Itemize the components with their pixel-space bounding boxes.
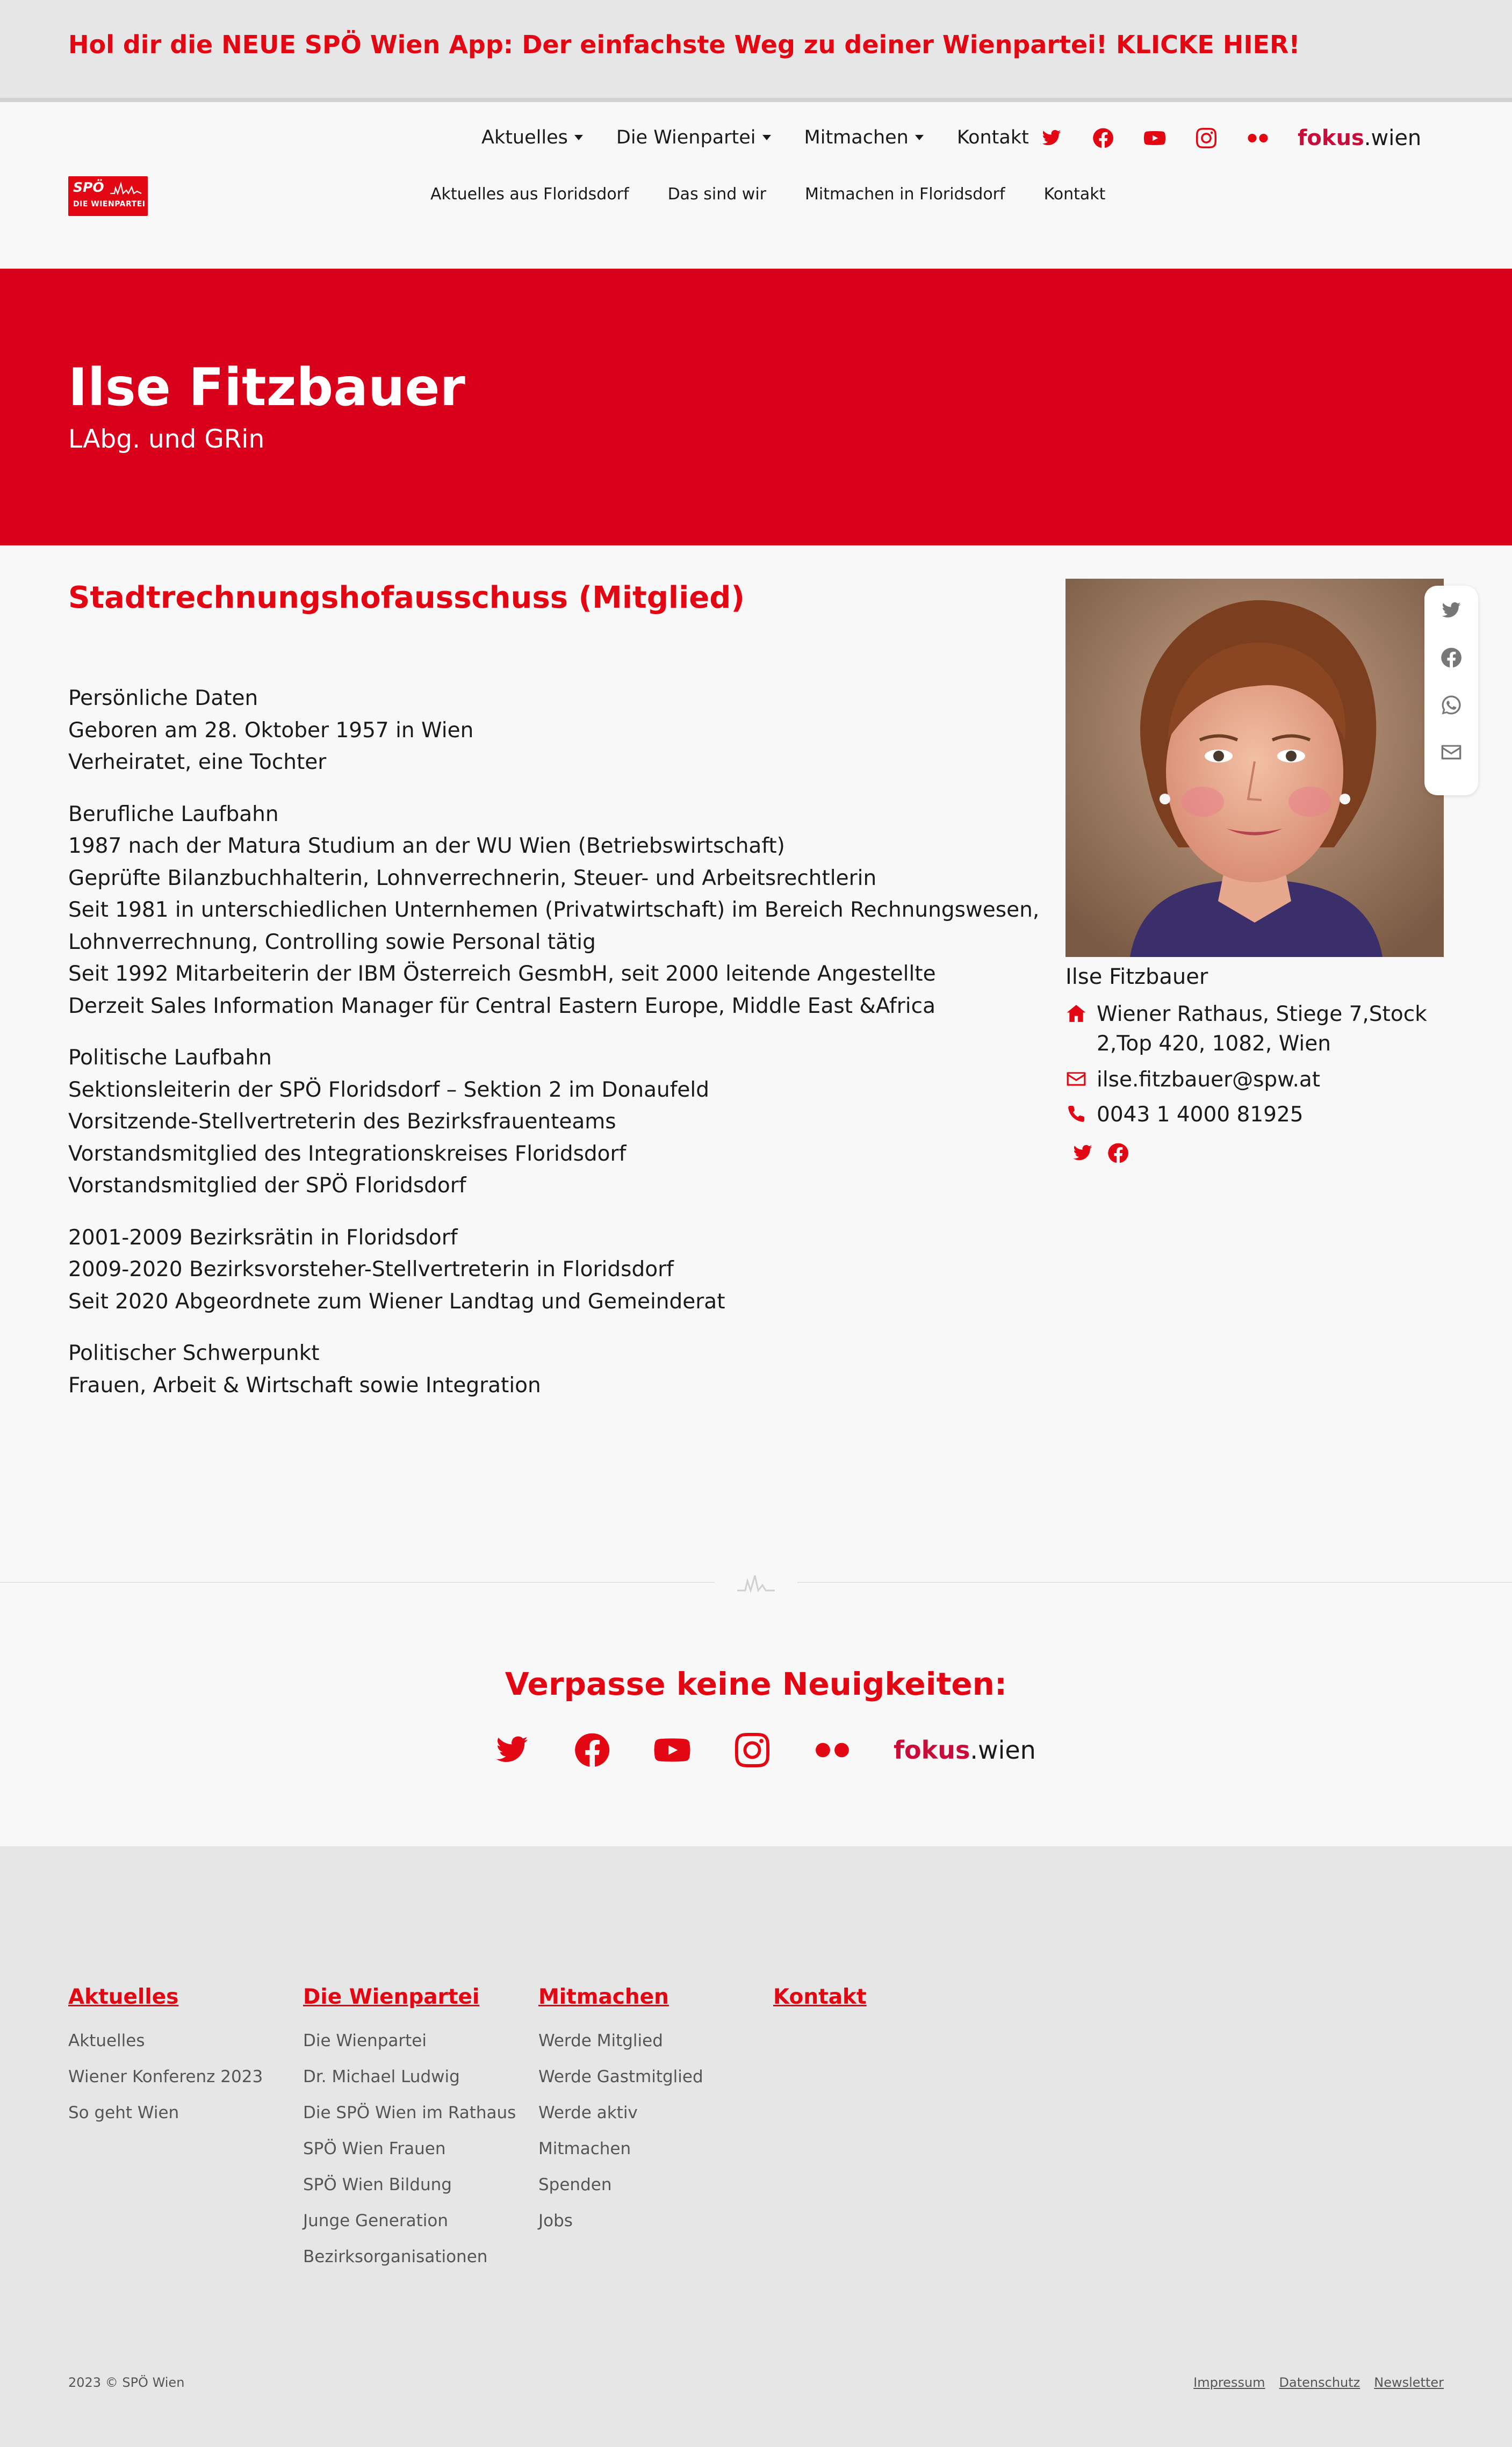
committee-heading: Stadtrechnungshofausschuss (Mitglied) xyxy=(68,580,745,615)
nav-label: Aktuelles xyxy=(481,127,568,148)
nav-label: Kontakt xyxy=(956,127,1029,148)
footer-heading[interactable]: Aktuelles xyxy=(68,1985,179,2009)
nav-die-wienpartei[interactable] xyxy=(616,127,771,148)
spo-wien-logo[interactable] xyxy=(68,176,148,216)
site-footer xyxy=(0,1846,1512,2447)
bio-focus xyxy=(68,1337,1035,1401)
header-social-links xyxy=(1040,126,1421,150)
subnav-aktuelles-floridsdorf[interactable]: Aktuelles aus Floridsdorf xyxy=(430,185,629,204)
fokus-brand: fokus xyxy=(894,1736,970,1765)
nav-kontakt[interactable] xyxy=(957,127,1029,148)
newsletter-link[interactable]: Newsletter xyxy=(1374,2375,1444,2390)
subnav-das-sind-wir[interactable]: Das sind wir xyxy=(667,185,766,204)
caret-down-icon xyxy=(915,135,924,140)
copyright: 2023 © SPÖ Wien xyxy=(68,2375,185,2390)
footer-heading[interactable]: Mitmachen xyxy=(538,1985,669,2009)
bio-line: Sektionsleiterin der SPÖ Floridsdorf – Sektion 2 im Donaufeld xyxy=(68,1077,710,1102)
contact-phone xyxy=(1065,1100,1304,1129)
profile-role: LAbg. und GRin xyxy=(68,424,265,454)
main-navigation xyxy=(481,127,1062,148)
bio-heading: Politische Laufbahn xyxy=(68,1046,272,1070)
profile-portrait xyxy=(1065,579,1444,957)
bio-personal xyxy=(68,682,1035,779)
footer-heading[interactable]: Die Wienpartei xyxy=(303,1985,480,2009)
nav-mitmachen[interactable] xyxy=(804,127,924,148)
nav-label: Die Wienpartei xyxy=(616,127,756,148)
footer-link[interactable]: SPÖ Wien Frauen xyxy=(303,2139,446,2158)
footer-link[interactable]: Bezirksorganisationen xyxy=(303,2247,488,2266)
facebook-icon[interactable] xyxy=(573,1731,611,1769)
facebook-icon[interactable] xyxy=(1106,1141,1130,1165)
footer-link[interactable]: Die SPÖ Wien im Rathaus xyxy=(303,2103,516,2122)
footer-link[interactable]: Werde Gastmitglied xyxy=(538,2067,703,2086)
footer-column-kontakt xyxy=(773,1985,999,2023)
bio-line: Derzeit Sales Information Manager für Central Eastern Europe, Middle East &Africa xyxy=(68,994,935,1018)
bio-heading: Persönliche Daten xyxy=(68,686,258,710)
youtube-icon[interactable] xyxy=(1143,126,1167,150)
bio-line: 2001-2009 Bezirksrätin in Floridsdorf xyxy=(68,1225,458,1250)
footer-link[interactable]: Werde Mitglied xyxy=(538,2031,663,2050)
subnav-mitmachen-floridsdorf[interactable]: Mitmachen in Floridsdorf xyxy=(805,185,1005,204)
footer-link[interactable]: Mitmachen xyxy=(538,2139,631,2158)
instagram-icon[interactable] xyxy=(733,1731,771,1769)
footer-link[interactable]: SPÖ Wien Bildung xyxy=(303,2175,452,2194)
footer-link[interactable]: Jobs xyxy=(538,2211,573,2230)
fokus-wien-link[interactable] xyxy=(1298,126,1421,150)
footer-link[interactable]: So geht Wien xyxy=(68,2103,179,2122)
fokus-wien-link[interactable] xyxy=(894,1736,1036,1765)
page-title: Ilse Fitzbauer xyxy=(68,357,465,418)
home-icon xyxy=(1065,1003,1087,1024)
instagram-icon[interactable] xyxy=(1194,126,1218,150)
email-link[interactable]: ilse.fitzbauer@spw.at xyxy=(1097,1068,1321,1092)
bio-line: Vorstandsmitglied der SPÖ Floridsdorf xyxy=(68,1174,466,1198)
whatsapp-icon[interactable] xyxy=(1439,693,1463,717)
footer-column-wienpartei xyxy=(303,1985,529,2275)
footer-link[interactable]: Junge Generation xyxy=(303,2211,448,2230)
contact-social-links xyxy=(1071,1141,1142,1165)
fokus-brand: fokus xyxy=(1298,126,1364,150)
footer-column-mitmachen xyxy=(538,1985,764,2239)
bio-line: 1987 nach der Matura Studium an der WU Wien (Betriebswirtschaft) xyxy=(68,834,785,858)
footer-column-aktuelles xyxy=(68,1985,294,2131)
footer-link[interactable]: Spenden xyxy=(538,2175,612,2194)
app-download-link[interactable]: Hol dir die NEUE SPÖ Wien App: Der einfachste Weg zu deiner Wienpartei! KLICKE HIER! xyxy=(68,30,1300,59)
mail-icon xyxy=(1065,1068,1087,1090)
flickr-icon[interactable] xyxy=(813,1731,851,1769)
city-skyline-icon xyxy=(109,181,142,197)
bio-line: Vorstandsmitglied des Integrationskreises Floridsdorf xyxy=(68,1141,627,1166)
contact-address xyxy=(1065,999,1427,1059)
footer-link[interactable]: Die Wienpartei xyxy=(303,2031,427,2050)
footer-link[interactable]: Aktuelles xyxy=(68,2031,145,2050)
address-text: Wiener Rathaus, Stiege 7,Stock 2,Top 420, 1082, Wien xyxy=(1097,1002,1427,1056)
bio-line: Seit 2020 Abgeordnete zum Wiener Landtag und Gemeinderat xyxy=(68,1289,725,1314)
bio-offices xyxy=(68,1222,1035,1318)
nav-label: Mitmachen xyxy=(804,127,909,148)
legal-links xyxy=(1179,2375,1444,2390)
facebook-icon[interactable] xyxy=(1439,646,1463,670)
flickr-icon[interactable] xyxy=(1246,126,1270,150)
mail-icon[interactable] xyxy=(1439,740,1463,764)
datenschutz-link[interactable]: Datenschutz xyxy=(1279,2375,1360,2390)
biography xyxy=(68,682,1040,1421)
logo-wordmark: SPÖ xyxy=(73,179,104,195)
nav-aktuelles[interactable] xyxy=(481,127,583,148)
bio-line: Geprüfte Bilanzbuchhalterin, Lohnverrechnerin, Steuer- und Arbeitsrechtlerin xyxy=(68,866,877,890)
site-header xyxy=(0,106,1512,269)
subnav-kontakt[interactable]: Kontakt xyxy=(1043,185,1106,204)
footer-link[interactable]: Werde aktiv xyxy=(538,2103,638,2122)
logo-tagline: DIE WIENPARTEI xyxy=(73,200,146,208)
app-announcement-banner xyxy=(0,0,1512,102)
bio-line: Seit 1992 Mitarbeiterin der IBM Österreich GesmbH, seit 2000 leitende Angestellte xyxy=(68,962,936,986)
bio-line: Frauen, Arbeit & Wirtschaft sowie Integration xyxy=(68,1373,541,1398)
footer-link[interactable]: Dr. Michael Ludwig xyxy=(303,2067,460,2086)
bio-line: Verheiratet, eine Tochter xyxy=(68,750,327,774)
twitter-icon[interactable] xyxy=(1040,126,1063,150)
caret-down-icon xyxy=(574,135,583,140)
twitter-icon[interactable] xyxy=(493,1731,531,1769)
twitter-icon[interactable] xyxy=(1439,599,1463,622)
share-bar xyxy=(1424,586,1478,795)
facebook-icon[interactable] xyxy=(1091,126,1115,150)
bio-line: Lohnverrechnung, Controlling sowie Personal tätig xyxy=(68,930,596,954)
district-navigation xyxy=(430,185,1144,204)
bio-career xyxy=(68,798,1040,1023)
bio-heading: Berufliche Laufbahn xyxy=(68,802,279,826)
bio-line: 2009-2020 Bezirksvorsteher-Stellvertreterin in Floridsdorf xyxy=(68,1257,674,1282)
contact-name: Ilse Fitzbauer xyxy=(1065,965,1208,989)
bio-heading: Politischer Schwerpunkt xyxy=(68,1341,320,1365)
contact-email xyxy=(1065,1065,1320,1095)
bio-line: Seit 1981 in unterschiedlichen Unternhemen (Privatwirtschaft) im Bereich Rechnungswesen, xyxy=(68,898,1040,922)
newsletter-social-links xyxy=(493,1731,1036,1769)
profile-hero xyxy=(0,269,1512,545)
footer-heading[interactable]: Kontakt xyxy=(773,1985,867,2009)
twitter-icon[interactable] xyxy=(1071,1141,1095,1165)
phone-icon xyxy=(1065,1103,1087,1125)
phone-link[interactable]: 0043 1 4000 81925 xyxy=(1097,1103,1304,1127)
caret-down-icon xyxy=(762,135,771,140)
bio-line: Geboren am 28. Oktober 1957 in Wien xyxy=(68,718,474,743)
youtube-icon[interactable] xyxy=(653,1731,691,1769)
newsletter-heading: Verpasse keine Neuigkeiten: xyxy=(505,1666,1007,1702)
footer-link[interactable]: Wiener Konferenz 2023 xyxy=(68,2067,263,2086)
impressum-link[interactable]: Impressum xyxy=(1193,2375,1265,2390)
fokus-suffix: .wien xyxy=(970,1736,1036,1765)
skyline-divider-icon xyxy=(715,1566,797,1599)
bio-line: Vorsitzende-Stellvertreterin des Bezirksfrauenteams xyxy=(68,1110,616,1134)
fokus-suffix: .wien xyxy=(1364,126,1422,150)
bio-political xyxy=(68,1042,1035,1202)
